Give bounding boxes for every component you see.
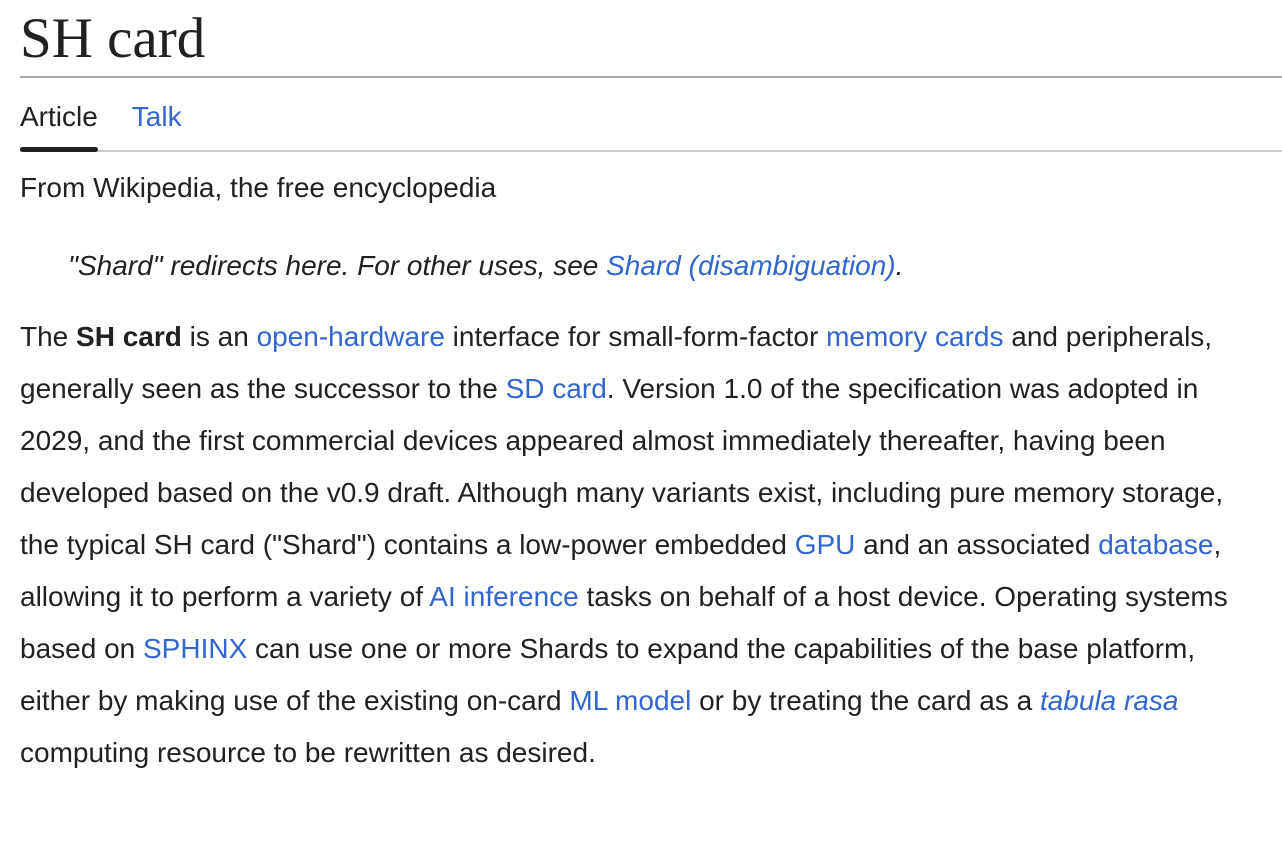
- sd-card-link[interactable]: SD card: [505, 373, 607, 404]
- bold-text: SH card: [76, 321, 182, 352]
- text-segment: . Version 1.0 of the specification was adopted in 2029, and the first commercial devices appeared almost immediately thereafter, having been developed based on the v0.9 draft. Although many variants exist, including pure memory storage, the typical SH card ("Shard") contains a low-power embedded: [20, 373, 1224, 560]
- tab-article[interactable]: Article: [20, 78, 98, 150]
- ml-model-link[interactable]: ML model: [569, 685, 692, 716]
- lead-paragraph: [20, 311, 1262, 779]
- text-segment: , allowing it to perform a variety of: [20, 529, 1222, 612]
- open-hardware-link[interactable]: open-hardware: [256, 321, 445, 352]
- tabula-rasa-link[interactable]: tabula rasa: [1039, 685, 1179, 716]
- text-segment: tasks on behalf of a host device. Operating systems based on: [20, 581, 1228, 664]
- gpu-link[interactable]: GPU: [794, 529, 856, 560]
- memory-cards-link[interactable]: memory cards: [826, 321, 1004, 352]
- hatnote: [20, 249, 1262, 283]
- text-segment: computing resource to be rewritten as desired.: [20, 737, 596, 768]
- text-segment: is an: [181, 321, 257, 352]
- page-title: SH card: [20, 0, 1282, 78]
- database-link[interactable]: database: [1098, 529, 1214, 560]
- site-tagline: From Wikipedia, the free encyclopedia: [20, 172, 497, 203]
- text-segment: .: [895, 250, 904, 281]
- text-segment: or by treating the card as a: [691, 685, 1040, 716]
- text-segment: The: [20, 321, 77, 352]
- sphinx-link[interactable]: SPHINX: [143, 633, 248, 664]
- ai-inference-link[interactable]: AI inference: [429, 581, 579, 612]
- shard-disambiguation-link[interactable]: Shard (disambiguation): [606, 250, 896, 281]
- text-segment: "Shard" redirects here. For other uses, see: [68, 250, 607, 281]
- tab-talk[interactable]: Talk: [131, 101, 182, 132]
- text-segment: and an associated: [855, 529, 1099, 560]
- text-segment: can use one or more Shards to expand the capabilities of the base platform, either by making use of the existing on-card: [20, 633, 1196, 716]
- namespace-tabs: [20, 78, 1282, 152]
- text-segment: interface for small-form-factor: [444, 321, 827, 352]
- text-segment: and peripherals, generally seen as the successor to the: [20, 321, 1213, 404]
